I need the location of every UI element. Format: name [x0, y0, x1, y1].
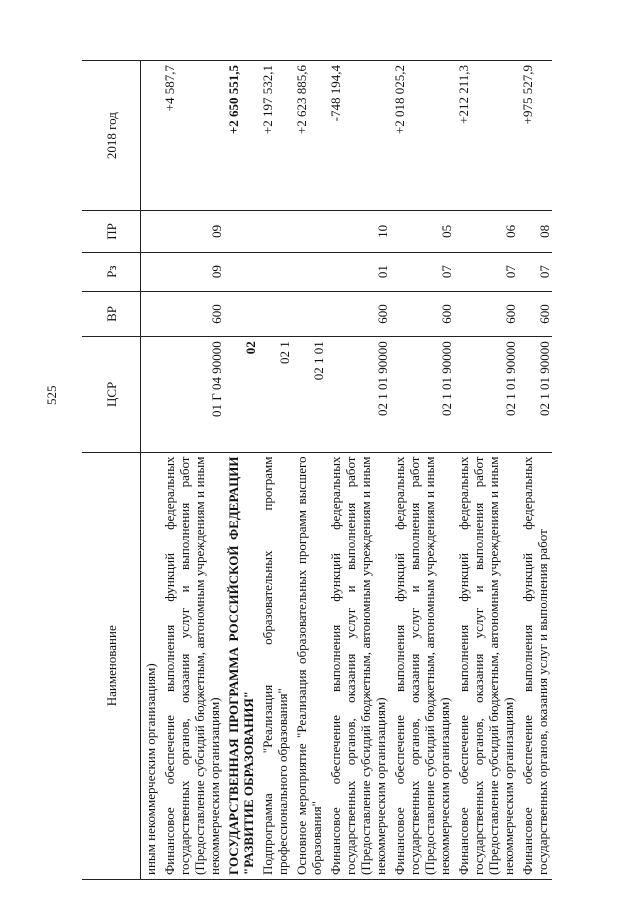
- row-rz-cell: [224, 252, 258, 291]
- row-year-text: -748 194,4: [328, 65, 343, 122]
- row-name-cell: [141, 452, 161, 879]
- row-pr-text: 06: [503, 224, 518, 238]
- table-row: [141, 61, 161, 880]
- header-pr: ПР: [82, 211, 141, 252]
- budget-table-rotated: [82, 60, 594, 880]
- row-name-cell: [390, 452, 454, 879]
- header-year: 2018 год: [82, 61, 141, 211]
- row-pr-cell: [518, 211, 552, 252]
- budget-table: [82, 60, 552, 880]
- row-rz-cell: [390, 252, 454, 291]
- row-year-text: +4 587,7: [162, 65, 177, 112]
- row-csr-text: 02 1 01 90000: [375, 341, 390, 416]
- row-vr-cell: [292, 291, 326, 337]
- header-name: Наименование: [82, 452, 141, 879]
- row-year-cell: [518, 61, 552, 211]
- row-rz-text: 09: [209, 265, 224, 279]
- table-row: [390, 61, 454, 880]
- row-csr-cell: [454, 337, 518, 452]
- row-vr-cell: [160, 291, 224, 337]
- row-csr-cell: [224, 337, 258, 452]
- row-vr-cell: [326, 291, 390, 337]
- table-row: [326, 61, 390, 880]
- row-pr-text: 08: [537, 224, 552, 238]
- row-year-cell: [224, 61, 258, 211]
- row-vr-text: 600: [503, 304, 518, 324]
- row-csr-text: 01 Г 04 90000: [209, 341, 224, 417]
- row-csr-text: 02 1 01 90000: [537, 341, 552, 416]
- row-year-text: +212 211,3: [456, 65, 471, 124]
- row-vr-text: 600: [209, 304, 224, 324]
- row-pr-cell: [326, 211, 390, 252]
- row-pr-text: 10: [375, 224, 390, 238]
- row-name-text: Финансовое обеспечение выполнения функций федеральных государственных органов, оказания услуг и выполнения работ (Предоставление субсидий бюджетным, автономным учреждениям и иным некоммерческим организациям): [456, 456, 516, 875]
- row-name-text: Подпрограмма "Реализация образовательных программ профессионального образования": [260, 456, 290, 875]
- row-rz-cell: [292, 252, 326, 291]
- row-name-text: Финансовое обеспечение выполнения функций федеральных государственных органов, оказания услуг и выполнения работ: [520, 456, 550, 875]
- row-csr-cell: [518, 337, 552, 452]
- row-year-text: +2 018 025,2: [392, 65, 407, 135]
- table-row: [258, 61, 292, 880]
- row-name-cell: [454, 452, 518, 879]
- row-pr-text: 09: [209, 224, 224, 238]
- table-body: [141, 61, 553, 880]
- row-year-cell: [292, 61, 326, 211]
- table-row: [160, 61, 224, 880]
- row-rz-cell: [258, 252, 292, 291]
- row-name-text: Финансовое обеспечение выполнения функций федеральных государственных органов, оказания услуг и выполнения работ (Предоставление субсидий бюджетным, автономным учреждениям и иным некоммерческим организациям): [162, 456, 222, 875]
- row-vr-cell: [258, 291, 292, 337]
- row-name-cell: [160, 452, 224, 879]
- row-name-text: ГОСУДАРСТВЕННАЯ ПРОГРАММА РОССИЙСКОЙ ФЕДЕРАЦИИ "РАЗВИТИЕ ОБРАЗОВАНИЯ": [226, 456, 256, 875]
- row-rz-cell: [518, 252, 552, 291]
- row-vr-cell: [224, 291, 258, 337]
- row-rz-text: 07: [439, 265, 454, 279]
- row-name-text: Финансовое обеспечение выполнения функций федеральных государственных органов, оказания услуг и выполнения работ (Предоставление субсидий бюджетным, автономным учреждениям и иным некоммерческим организациям): [328, 456, 388, 875]
- row-pr-text: 05: [439, 224, 454, 238]
- table-header-row: [82, 61, 141, 880]
- row-rz-text: 01: [375, 265, 390, 279]
- row-csr-text: 02 1: [277, 341, 292, 364]
- row-name-text: иным некоммерческим организациям): [143, 663, 158, 875]
- row-year-text: +2 197 532,1: [260, 65, 275, 135]
- table-row: [454, 61, 518, 880]
- row-name-text: Основное мероприятие "Реализация образовательных программ высшего образования": [294, 456, 324, 875]
- header-vr: ВР: [82, 291, 141, 337]
- row-csr-cell: [292, 337, 326, 452]
- row-name-cell: [224, 452, 258, 879]
- row-rz-cell: [141, 252, 161, 291]
- table-row: [224, 61, 258, 880]
- row-name-cell: [258, 452, 292, 879]
- row-name-cell: [292, 452, 326, 879]
- row-rz-text: 07: [503, 265, 518, 279]
- row-csr-cell: [141, 337, 161, 452]
- row-rz-cell: [454, 252, 518, 291]
- row-csr-cell: [258, 337, 292, 452]
- row-csr-text: 02 1 01 90000: [503, 341, 518, 416]
- row-year-text: +975 527,9: [520, 65, 535, 125]
- row-vr-cell: [141, 291, 161, 337]
- row-vr-text: 600: [537, 304, 552, 324]
- row-vr-text: 600: [439, 304, 454, 324]
- row-name-cell: [326, 452, 390, 879]
- row-year-cell: [160, 61, 224, 211]
- row-csr-cell: [160, 337, 224, 452]
- row-rz-cell: [160, 252, 224, 291]
- header-csr: ЦСР: [82, 337, 141, 452]
- row-vr-cell: [518, 291, 552, 337]
- row-year-cell: [326, 61, 390, 211]
- row-pr-cell: [390, 211, 454, 252]
- row-pr-cell: [224, 211, 258, 252]
- table-row: [292, 61, 326, 880]
- row-year-text: +2 650 551,5: [226, 65, 241, 135]
- row-csr-cell: [326, 337, 390, 452]
- row-year-cell: [258, 61, 292, 211]
- row-pr-cell: [454, 211, 518, 252]
- row-year-cell: [390, 61, 454, 211]
- row-pr-cell: [292, 211, 326, 252]
- header-rz: Рз: [82, 252, 141, 291]
- row-name-text: Финансовое обеспечение выполнения функций федеральных государственных органов, оказания услуг и выполнения работ (Предоставление субсидий бюджетным, автономным учреждениям и иным некоммерческим организациям): [392, 456, 452, 875]
- row-csr-text: 02 1 01 90000: [439, 341, 454, 416]
- row-csr-text: 02: [243, 341, 258, 355]
- row-name-cell: [518, 452, 552, 879]
- row-csr-cell: [390, 337, 454, 452]
- row-vr-cell: [390, 291, 454, 337]
- row-vr-text: 600: [375, 304, 390, 324]
- row-rz-cell: [326, 252, 390, 291]
- row-pr-cell: [160, 211, 224, 252]
- row-vr-cell: [454, 291, 518, 337]
- row-pr-cell: [258, 211, 292, 252]
- page-number: 525: [44, 385, 59, 405]
- row-pr-cell: [141, 211, 161, 252]
- row-year-cell: [141, 61, 161, 211]
- row-year-text: +2 623 885,6: [294, 65, 309, 135]
- row-year-cell: [454, 61, 518, 211]
- table-row: [518, 61, 552, 880]
- row-csr-text: 02 1 01: [311, 341, 326, 381]
- row-rz-text: 07: [537, 265, 552, 279]
